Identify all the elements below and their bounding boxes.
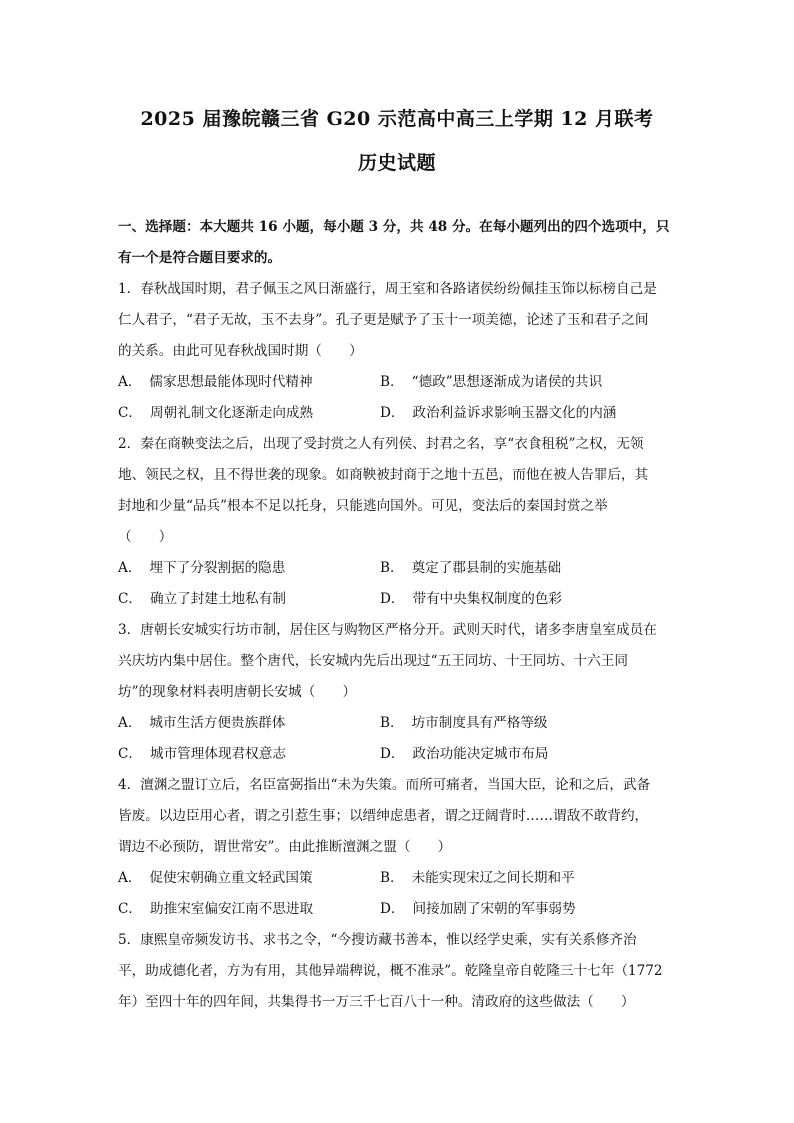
exam-body <box>118 212 680 1018</box>
option-row <box>118 863 680 894</box>
option-key: A． <box>118 560 142 576</box>
option-key: C． <box>118 901 142 917</box>
question-text: 4．澶渊之盟订立后，名臣富弼指出“未为失策。而所可痛者，当国大臣，论和之后，武备 <box>118 777 651 793</box>
option-right <box>380 553 561 584</box>
option-right <box>380 367 602 398</box>
question-text: 3．唐朝长安城实行坊市制，居住区与购物区严格分开。武则天时代，诸多李唐皇室成员在 <box>118 622 657 638</box>
question-text: 平，助成德化者，方为有用，其他异端稗说，概不准录”。乾隆皇帝自乾隆三十七年（1772 <box>118 963 663 979</box>
question <box>118 274 680 429</box>
option-right <box>380 708 548 739</box>
option-row <box>118 894 680 925</box>
question-text: （ ） <box>118 529 173 545</box>
option-text: 确立了封建土地私有制 <box>150 591 286 607</box>
option-left <box>118 584 286 615</box>
option-key: B． <box>380 715 404 731</box>
option-text: 政治利益诉求影响玉器文化的内涵 <box>412 405 617 421</box>
option-text: 促使宋朝确立重文轻武国策 <box>149 870 313 886</box>
option-key: B． <box>380 374 404 390</box>
option-key: D． <box>380 405 405 421</box>
option-text: 儒家思想最能体现时代精神 <box>149 374 313 390</box>
option-left <box>118 739 286 770</box>
option-right <box>380 894 576 925</box>
option-left <box>118 708 285 739</box>
option-row <box>118 398 680 429</box>
option-right <box>380 398 616 429</box>
option-text: 坊市制度具有严格等级 <box>411 715 548 731</box>
option-right <box>380 739 548 770</box>
option-key: D． <box>380 901 405 917</box>
option-text: 政治功能决定城市布局 <box>412 746 549 762</box>
option-left <box>118 894 313 925</box>
question-text: 坊”的现象材料表明唐朝长安城（ ） <box>118 684 357 700</box>
question-text: 封地和少量“品兵”根本不足以托身，只能逃向国外。可见，变法后的秦国封赏之举 <box>118 498 608 514</box>
question <box>118 925 680 1018</box>
question-text: 2．秦在商鞅变法之后，出现了受封赏之人有列侯、封君之名，享“衣食租税”之权，无领 <box>118 436 644 452</box>
option-text: 城市管理体现君权意志 <box>150 746 286 762</box>
option-text: 奠定了郡县制的实施基础 <box>411 560 562 576</box>
option-row <box>118 708 680 739</box>
option-key: C． <box>118 405 142 421</box>
option-key: C． <box>118 746 142 762</box>
option-left <box>118 553 285 584</box>
option-text: 城市生活方便贵族群体 <box>149 715 286 731</box>
option-text: 周朝礼制文化逐渐走向成熟 <box>150 405 314 421</box>
question-text: 皆废。以边臣用心者，谓之引惹生事；以缙绅虑患者，谓之迂阔背时……谓敌不敢背约， <box>118 808 649 824</box>
option-text: 带有中央集权制度的色彩 <box>412 591 563 607</box>
question-text: 1．春秋战国时期，君子佩玉之风日渐盛行，周王室和各路诸侯纷纷佩挂玉饰以标榜自己是 <box>118 281 657 297</box>
exam-subtitle: 历史试题 <box>357 152 436 174</box>
option-text: 助推宋室偏安江南不思进取 <box>150 901 314 917</box>
option-text: 未能实现宋辽之间长期和平 <box>411 870 575 886</box>
option-right <box>380 863 575 894</box>
question <box>118 615 680 770</box>
option-key: B． <box>380 870 404 886</box>
option-key: B． <box>380 560 404 576</box>
option-right <box>380 584 562 615</box>
question-text: 谓边不必预防，谓世常安”。由此推断澶渊之盟（ ） <box>118 839 452 855</box>
option-row <box>118 553 680 584</box>
option-key: C． <box>118 591 142 607</box>
question-list <box>118 274 680 1018</box>
option-text: 埋下了分裂割据的隐患 <box>149 560 286 576</box>
option-row <box>118 739 680 770</box>
option-key: D． <box>380 746 405 762</box>
option-text: “德政”思想逐渐成为诸侯的共识 <box>411 374 603 390</box>
option-row <box>118 367 680 398</box>
question-text: 5．康熙皇帝频发访书、求书之令，“今搜访藏书善本，惟以经学史乘，实有关系修齐治 <box>118 932 637 948</box>
question-text: 仁人君子，“君子无故，玉不去身”。孔子更是赋予了玉十一项美德，论述了玉和君子之间 <box>118 312 649 328</box>
question-text: 地、领民之权，且不得世袭的现象。如商鞅被封商于之地十五邑，而他在被人告罪后，其 <box>118 467 649 483</box>
section-heading: 一、选择题：本大题共 16 小题，每小题 3 分，共 48 分。在每小题列出的四个选项中，只 <box>118 219 670 235</box>
option-left <box>118 863 313 894</box>
option-left <box>118 398 313 429</box>
question <box>118 429 680 615</box>
option-text: 间接加剧了宋朝的军事弱势 <box>412 901 576 917</box>
option-key: A． <box>118 374 142 390</box>
option-key: A． <box>118 870 142 886</box>
question-text: 的关系。由此可见春秋战国时期（ ） <box>118 343 363 359</box>
option-row <box>118 584 680 615</box>
question-text: 兴庆坊内集中居住。整个唐代，长安城内先后出现过“五王同坊、十王同坊、十六王同 <box>118 653 628 669</box>
option-left <box>118 367 313 398</box>
option-key: A． <box>118 715 142 731</box>
question <box>118 770 680 925</box>
question-text: 年）至四十年的四年间，共集得书一万三千七百八十一种。清政府的这些做法（ ） <box>118 994 635 1010</box>
section-heading-cont: 有一个是符合题目要求的。 <box>118 250 282 266</box>
exam-title: 2025 届豫皖赣三省 G20 示范高中高三上学期 12 月联考 <box>140 108 654 130</box>
option-key: D． <box>380 591 405 607</box>
